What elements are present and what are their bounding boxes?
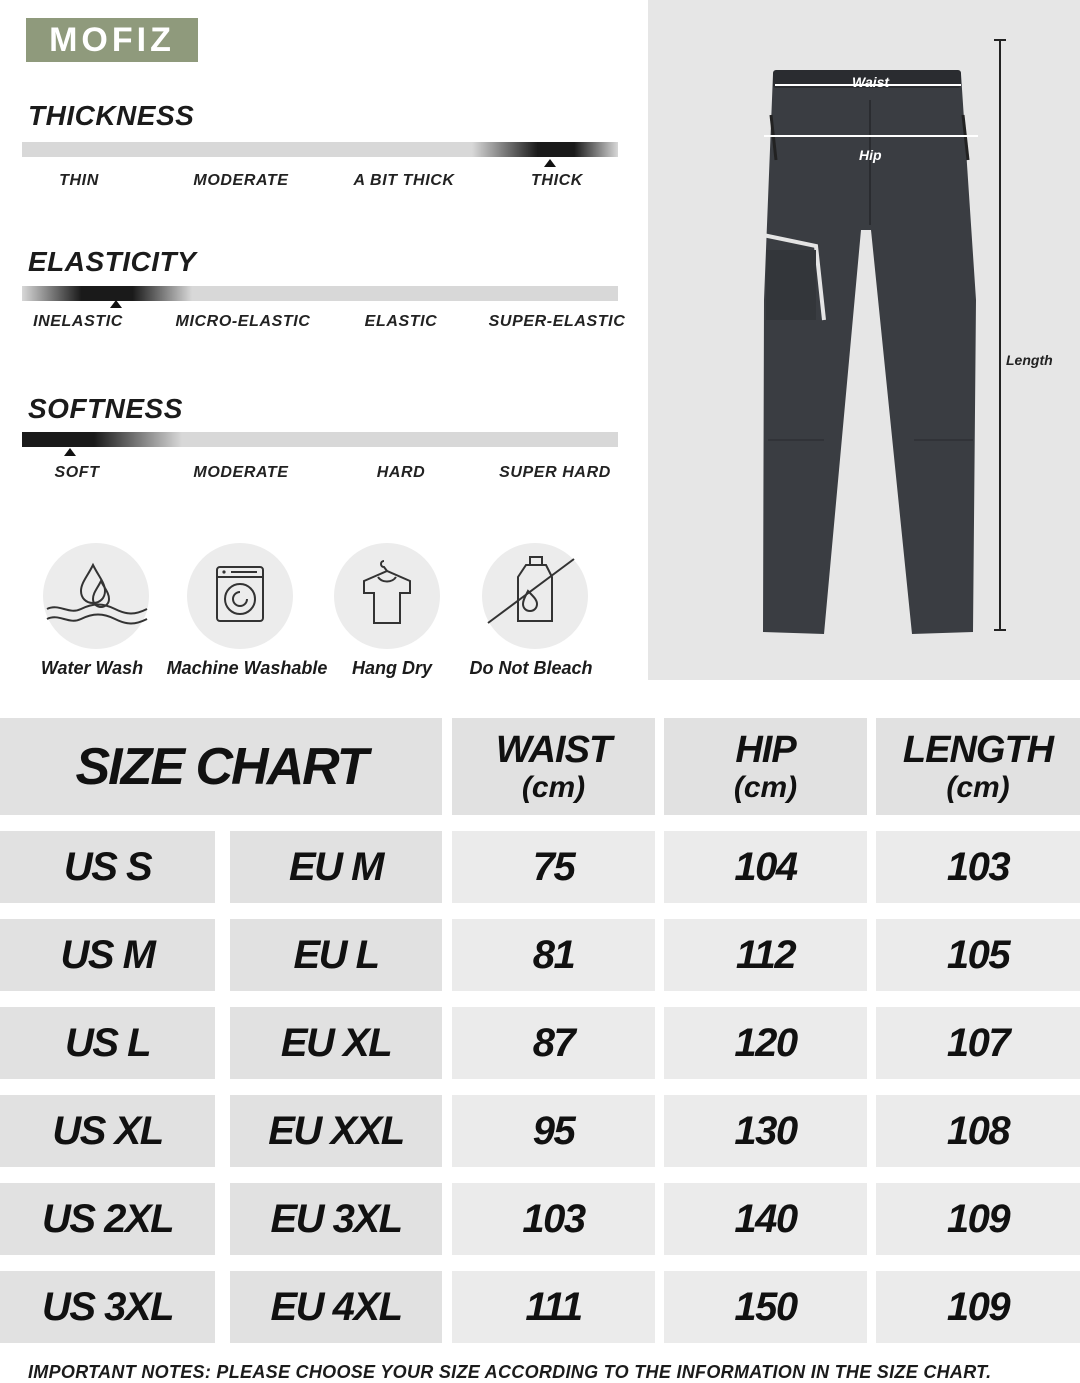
row-length-value: 105 bbox=[876, 919, 1080, 991]
hip-header-name: HIP bbox=[735, 728, 796, 771]
softness-level-super-hard: SUPER HARD bbox=[499, 464, 611, 481]
softness-scale-bar bbox=[22, 432, 618, 447]
brand-logo-text: MOFIZ bbox=[49, 20, 175, 59]
elasticity-scale-fill bbox=[22, 286, 192, 301]
thickness-scale-fill bbox=[472, 142, 618, 157]
washing-machine-icon bbox=[187, 543, 293, 649]
softness-level-moderate: MODERATE bbox=[193, 464, 289, 481]
softness-level-soft: SOFT bbox=[54, 464, 100, 481]
elasticity-level-inelastic: INELASTIC bbox=[33, 313, 123, 330]
pants-image bbox=[648, 0, 1080, 680]
waist-measure-label: Waist bbox=[852, 74, 890, 90]
no-bleach-icon bbox=[482, 543, 588, 649]
elasticity-level-elastic: ELASTIC bbox=[364, 313, 438, 330]
important-notes: IMPORTANT NOTES: PLEASE CHOOSE YOUR SIZE ACCORDING TO THE INFORMATION IN THE SIZE CHART. bbox=[28, 1362, 992, 1382]
row-hip-value: 112 bbox=[664, 919, 867, 991]
product-photo-panel bbox=[648, 0, 1080, 680]
length-header-name: LENGTH bbox=[902, 728, 1054, 771]
water-wash-icon bbox=[43, 543, 149, 649]
elasticity-title: ELASTICITY bbox=[28, 246, 197, 277]
softness-scale-fill bbox=[22, 432, 182, 447]
row-length-value: 103 bbox=[876, 831, 1080, 903]
thickness-title: THICKNESS bbox=[28, 100, 195, 131]
hip-measure-label: Hip bbox=[859, 147, 882, 163]
row-waist-value: 95 bbox=[452, 1095, 655, 1167]
care-label-hang-dry: Hang Dry bbox=[351, 658, 433, 678]
size-chart-title: SIZE CHART bbox=[0, 718, 442, 815]
care-label-machine-washable: Machine Washable bbox=[166, 658, 328, 678]
row-hip-value: 150 bbox=[664, 1271, 867, 1343]
row-hip-value: 104 bbox=[664, 831, 867, 903]
row-eu-size: EU M bbox=[230, 831, 442, 903]
row-waist-value: 75 bbox=[452, 831, 655, 903]
row-length-value: 108 bbox=[876, 1095, 1080, 1167]
row-us-size: US L bbox=[0, 1007, 215, 1079]
softness-marker-icon bbox=[64, 448, 76, 456]
hip-column-header bbox=[664, 718, 867, 815]
care-label-do-not-bleach: Do Not Bleach bbox=[469, 658, 593, 678]
row-hip-value: 140 bbox=[664, 1183, 867, 1255]
row-eu-size: EU XXL bbox=[230, 1095, 442, 1167]
elasticity-level-super-elastic: SUPER-ELASTIC bbox=[488, 313, 626, 330]
row-length-value: 109 bbox=[876, 1271, 1080, 1343]
thickness-level-thick: THICK bbox=[531, 172, 583, 189]
hang-dry-icon bbox=[334, 543, 440, 649]
row-us-size: US 3XL bbox=[0, 1271, 215, 1343]
thickness-scale-bar bbox=[22, 142, 618, 157]
row-us-size: US XL bbox=[0, 1095, 215, 1167]
row-hip-value: 120 bbox=[664, 1007, 867, 1079]
thickness-level-moderate: MODERATE bbox=[193, 172, 289, 189]
softness-level-hard: HARD bbox=[376, 464, 426, 481]
row-waist-value: 87 bbox=[452, 1007, 655, 1079]
row-length-value: 109 bbox=[876, 1183, 1080, 1255]
elasticity-marker-icon bbox=[110, 300, 122, 308]
row-us-size: US M bbox=[0, 919, 215, 991]
waist-header-unit: (cm) bbox=[521, 770, 586, 804]
brand-logo bbox=[26, 18, 198, 62]
length-header-unit: (cm) bbox=[946, 770, 1010, 804]
length-measure-label: Length bbox=[1006, 352, 1053, 368]
row-eu-size: EU 4XL bbox=[230, 1271, 442, 1343]
care-label-water-wash: Water Wash bbox=[40, 658, 144, 678]
row-waist-value: 111 bbox=[452, 1271, 655, 1343]
thickness-level-a-bit-thick: A BIT THICK bbox=[353, 172, 455, 189]
thickness-marker-icon bbox=[544, 159, 556, 167]
hip-header-unit: (cm) bbox=[733, 770, 798, 804]
row-us-size: US S bbox=[0, 831, 215, 903]
row-eu-size: EU 3XL bbox=[230, 1183, 442, 1255]
length-column-header bbox=[876, 718, 1080, 815]
waist-column-header bbox=[452, 718, 655, 815]
softness-title: SOFTNESS bbox=[28, 393, 183, 424]
row-hip-value: 130 bbox=[664, 1095, 867, 1167]
waist-header-name: WAIST bbox=[495, 728, 612, 771]
row-eu-size: EU XL bbox=[230, 1007, 442, 1079]
elasticity-level-micro-elastic: MICRO-ELASTIC bbox=[175, 313, 311, 330]
thickness-level-thin: THIN bbox=[59, 172, 99, 189]
row-length-value: 107 bbox=[876, 1007, 1080, 1079]
row-waist-value: 81 bbox=[452, 919, 655, 991]
elasticity-scale-bar bbox=[22, 286, 618, 301]
row-eu-size: EU L bbox=[230, 919, 442, 991]
row-us-size: US 2XL bbox=[0, 1183, 215, 1255]
row-waist-value: 103 bbox=[452, 1183, 655, 1255]
